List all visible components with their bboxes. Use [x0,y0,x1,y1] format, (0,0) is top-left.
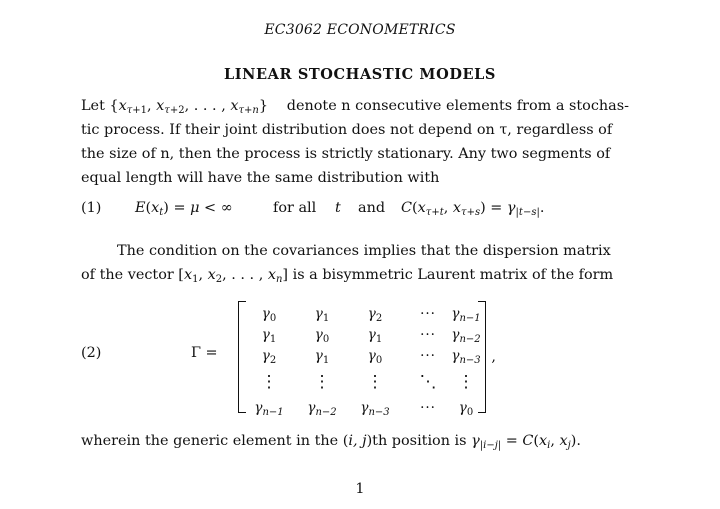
matrix-cell: $\gamma_0$ [314,327,330,345]
for-all-text: for all [273,200,317,216]
paragraph-covariance [81,239,629,287]
paragraph-2-line-2: of the vector [$x_1$, $x_2$, . . . , $x_n$] is a bisymmetric Laurent matrix of the form [81,267,614,285]
matrix-cell: $\gamma_1$ [261,327,277,345]
matrix-cell: $\gamma_2$ [367,306,383,324]
matrix-cell: $\gamma_{n-1}$ [451,306,481,324]
paragraph-line-2: tic process. If their joint distribution does not depend on τ, regardless of [81,122,613,138]
covariance-condition: $C(x_{\tau+t}$, $x_{\tau+s}) = \gamma_{|t-s|}$. [401,200,545,218]
expectation-condition: $E(x_t) = \mu$ < ∞ [135,200,233,218]
matrix-cell: ⋮ [260,372,278,392]
page-number: 1 [355,481,365,497]
matrix-cell: $\gamma_{n-3}$ [360,400,390,418]
paragraph-line-1: Let {$x_{\tau+1}$, $x_{\tau+2}$, . . . , $x_{\tau+n}$} denote n consecutive elements from a stochas- [81,94,629,118]
matrix-cell: $\gamma_{n-3}$ [451,348,481,366]
laurent-matrix [238,301,496,418]
matrix-cell: ··· [420,327,436,343]
matrix-lhs: Γ = [191,345,218,361]
matrix-cell: ⋮ [313,372,331,392]
course-header: EC3062 ECONOMETRICS [264,22,456,38]
matrix-cell: ⋮ [457,372,475,392]
equation-1-number: (1) [81,200,102,216]
matrix-cell: $\gamma_0$ [261,306,277,324]
t-variable: t [335,200,341,216]
matrix-cell: ⋱ [419,372,437,392]
paragraph-generic-element: wherein the generic element in the (i, j)th position is $\gamma_{|i-j|} = C(x_i$, $x_j$). [81,433,581,451]
paragraph-line-3: the size of n, then the process is strictly stationary. Any two segments of [81,146,611,162]
matrix-cell: $\gamma_1$ [367,327,383,345]
matrix-cell: ··· [420,306,436,322]
matrix-cell: $\gamma_{n-1}$ [254,400,284,418]
matrix-cell: $\gamma_1$ [314,306,330,324]
matrix-cell: $\gamma_1$ [314,348,330,366]
matrix-cell: $\gamma_2$ [261,348,277,366]
matrix-cell: $\gamma_0$ [367,348,383,366]
matrix-cell: ⋮ [366,372,384,392]
equation-2-number: (2) [81,345,102,361]
paragraph-2-line-1: The condition on the covariances implies that the dispersion matrix [117,243,611,259]
and-text: and [358,200,386,216]
paragraph-line-4: equal length will have the same distribution with [81,170,440,186]
matrix-cell: $\gamma_0$ [458,400,474,418]
matrix-cell: $\gamma_{n-2}$ [451,327,481,345]
matrix-comma: , [491,349,496,365]
matrix-cell: ··· [420,348,436,364]
paragraph-line-1-text: denote n consecutive elements from a stochas- [286,98,629,114]
matrix-cell: ··· [420,400,436,416]
paragraph-definition [81,94,629,190]
matrix-cell: $\gamma_{n-2}$ [307,400,337,418]
section-title: LINEAR STOCHASTIC MODELS [223,66,497,83]
